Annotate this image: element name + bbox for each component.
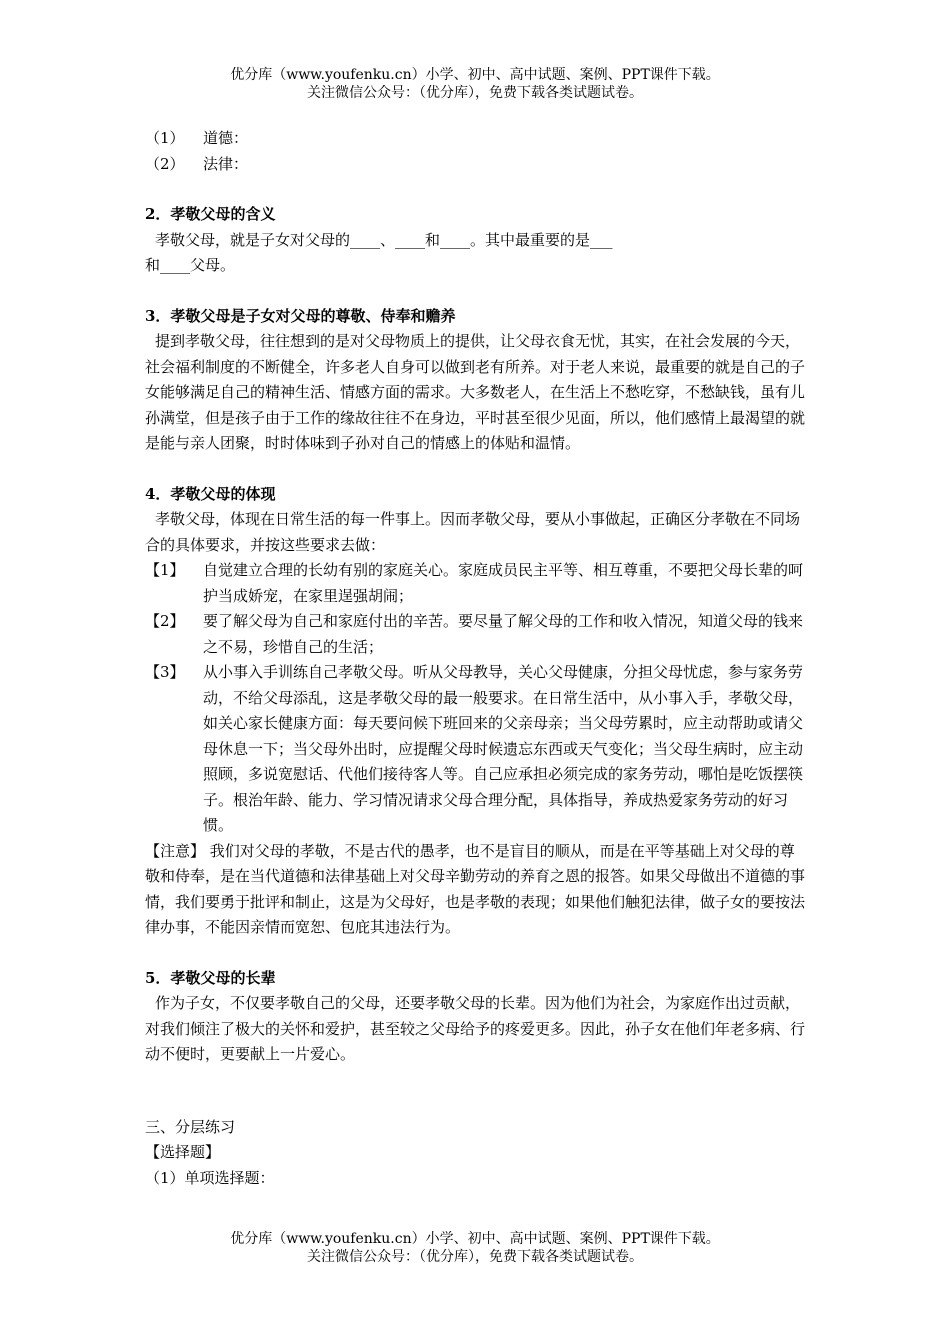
list-item bbox=[145, 152, 808, 178]
section-6-heading: 三、分层练习 bbox=[145, 1117, 236, 1136]
section-2-heading: 2．孝敬父母的含义 bbox=[145, 205, 276, 223]
section-4-note: 【注意】 我们对父母的孝敬，不是古代的愚孝，也不是盲目的顺从，而是在平等基础上对父母的尊敬和侍奉，是在当代道德和法律基础上对父母辛勤劳动的养育之恩的报答。如果父母做出不道德的事情，我们要勇于批评和制止，这是为父母好，也是孝敬的表现；如果他们触犯法律，做子女的要按法律办事，不能因亲情而宽恕、包庇其违法行为。 bbox=[145, 841, 806, 936]
page-header bbox=[0, 66, 950, 102]
item-text: 自觉建立合理的长幼有别的家庭关心。家庭成员民主平等、相互尊重，不要把父母长辈的呵护当成娇宠，在家里逞强胡闹； bbox=[203, 561, 804, 605]
item-text: 道德： bbox=[203, 129, 249, 147]
list-item bbox=[145, 660, 808, 839]
section-3-paragraph: 提到孝敬父母，往往想到的是对父母物质上的提供，让父母衣食无忧，其实，在社会发展的今天，社会福利制度的不断健全，许多老人自身可以做到老有所养。对于老人来说，最重要的就是自己的子女能够满足自己的精神生活、情感方面的需求。大多数老人，在生活上不愁吃穿，不愁缺钱，虽有儿孙满堂，但是孩子由于工作的缘故往往不在身边，平时甚至很少见面，所以，他们感情上最渴望的就是能与亲人团聚，时时体味到子孙对自己的情感上的体贴和温情。 bbox=[145, 332, 806, 452]
list-item bbox=[145, 126, 808, 152]
item-label: （2） bbox=[145, 154, 185, 173]
section-3-heading: 3．孝敬父母是子女对父母的尊敬、侍奉和赡养 bbox=[145, 306, 456, 325]
page-footer bbox=[0, 1230, 950, 1266]
list-item bbox=[145, 558, 808, 609]
section-5-heading: 5．孝敬父母的长辈 bbox=[145, 968, 276, 987]
section-5-paragraph: 作为子女，不仅要孝敬自己的父母，还要孝敬父母的长辈。因为他们为社会，为家庭作出过贡献，对我们倾注了极大的关怀和爱护，甚至较之父母给予的疼爱更多。因此，孙子女在他们年老多病、行动不便时，更要献上一片爱心。 bbox=[145, 994, 806, 1063]
header-line-1: 优分库（www.youfenku.cn）小学、初中、高中试题、案例、PPT课件下载。 bbox=[230, 67, 720, 83]
section-4-heading: 4．孝敬父母的体现 bbox=[145, 484, 276, 503]
item-label: 【3】 bbox=[145, 663, 185, 681]
header-line-2: 关注微信公众号：（优分库），免费下载各类试题试卷。 bbox=[307, 85, 643, 101]
section-2-line-2: 和____父母。 bbox=[145, 256, 236, 274]
section-6-subheading: 【选择题】 bbox=[145, 1143, 221, 1161]
item-label: 【2】 bbox=[145, 612, 185, 630]
item-label: 【1】 bbox=[145, 561, 185, 579]
list-item bbox=[145, 609, 808, 660]
item-text: 法律： bbox=[203, 154, 249, 173]
footer-line-1: 优分库（www.youfenku.cn）小学、初中、高中试题、案例、PPT课件下载。 bbox=[230, 1231, 720, 1247]
item-text: 要了解父母为自己和家庭付出的辛苦。要尽量了解父母的工作和收入情况，知道父母的钱来之不易，珍惜自己的生活； bbox=[203, 612, 804, 656]
item-text: 从小事入手训练自己孝敬父母。听从父母教导，关心父母健康，分担父母忧虑，参与家务劳动，不给父母添乱，这是孝敬父母的最一般要求。在日常生活中，从小事入手，孝敬父母，如关心家长健康方面：每天要问候下班回来的父亲母亲；当父母劳累时，应主动帮助或请父母休息一下；当父母外出时，应提醒父母时候遗忘东西或天气变化；当父母生病时，应主动照顾，多说宽慰话、代他们接待客人等。自己应承担必须完成的家务劳动，哪怕是吃饭摆筷子。根治年龄、能力、学习情况请求父母合理分配，具体指导，养成热爱家务劳动的好习惯。 bbox=[203, 663, 804, 834]
footer-line-2: 关注微信公众号：（优分库），免费下载各类试题试卷。 bbox=[307, 1249, 643, 1265]
section-4-intro: 孝敬父母，体现在日常生活的每一件事上。因而孝敬父母，要从小事做起，正确区分孝敬在不同场合的具体要求，并按这些要求去做： bbox=[145, 510, 801, 554]
item-label: （1） bbox=[145, 129, 185, 147]
section-2-line-1: 孝敬父母，就是子女对父母的____、____和____。其中最重要的是___ bbox=[155, 230, 613, 249]
section-6-subheading-2: （1）单项选择题： bbox=[145, 1168, 275, 1187]
document-body bbox=[145, 126, 808, 1191]
